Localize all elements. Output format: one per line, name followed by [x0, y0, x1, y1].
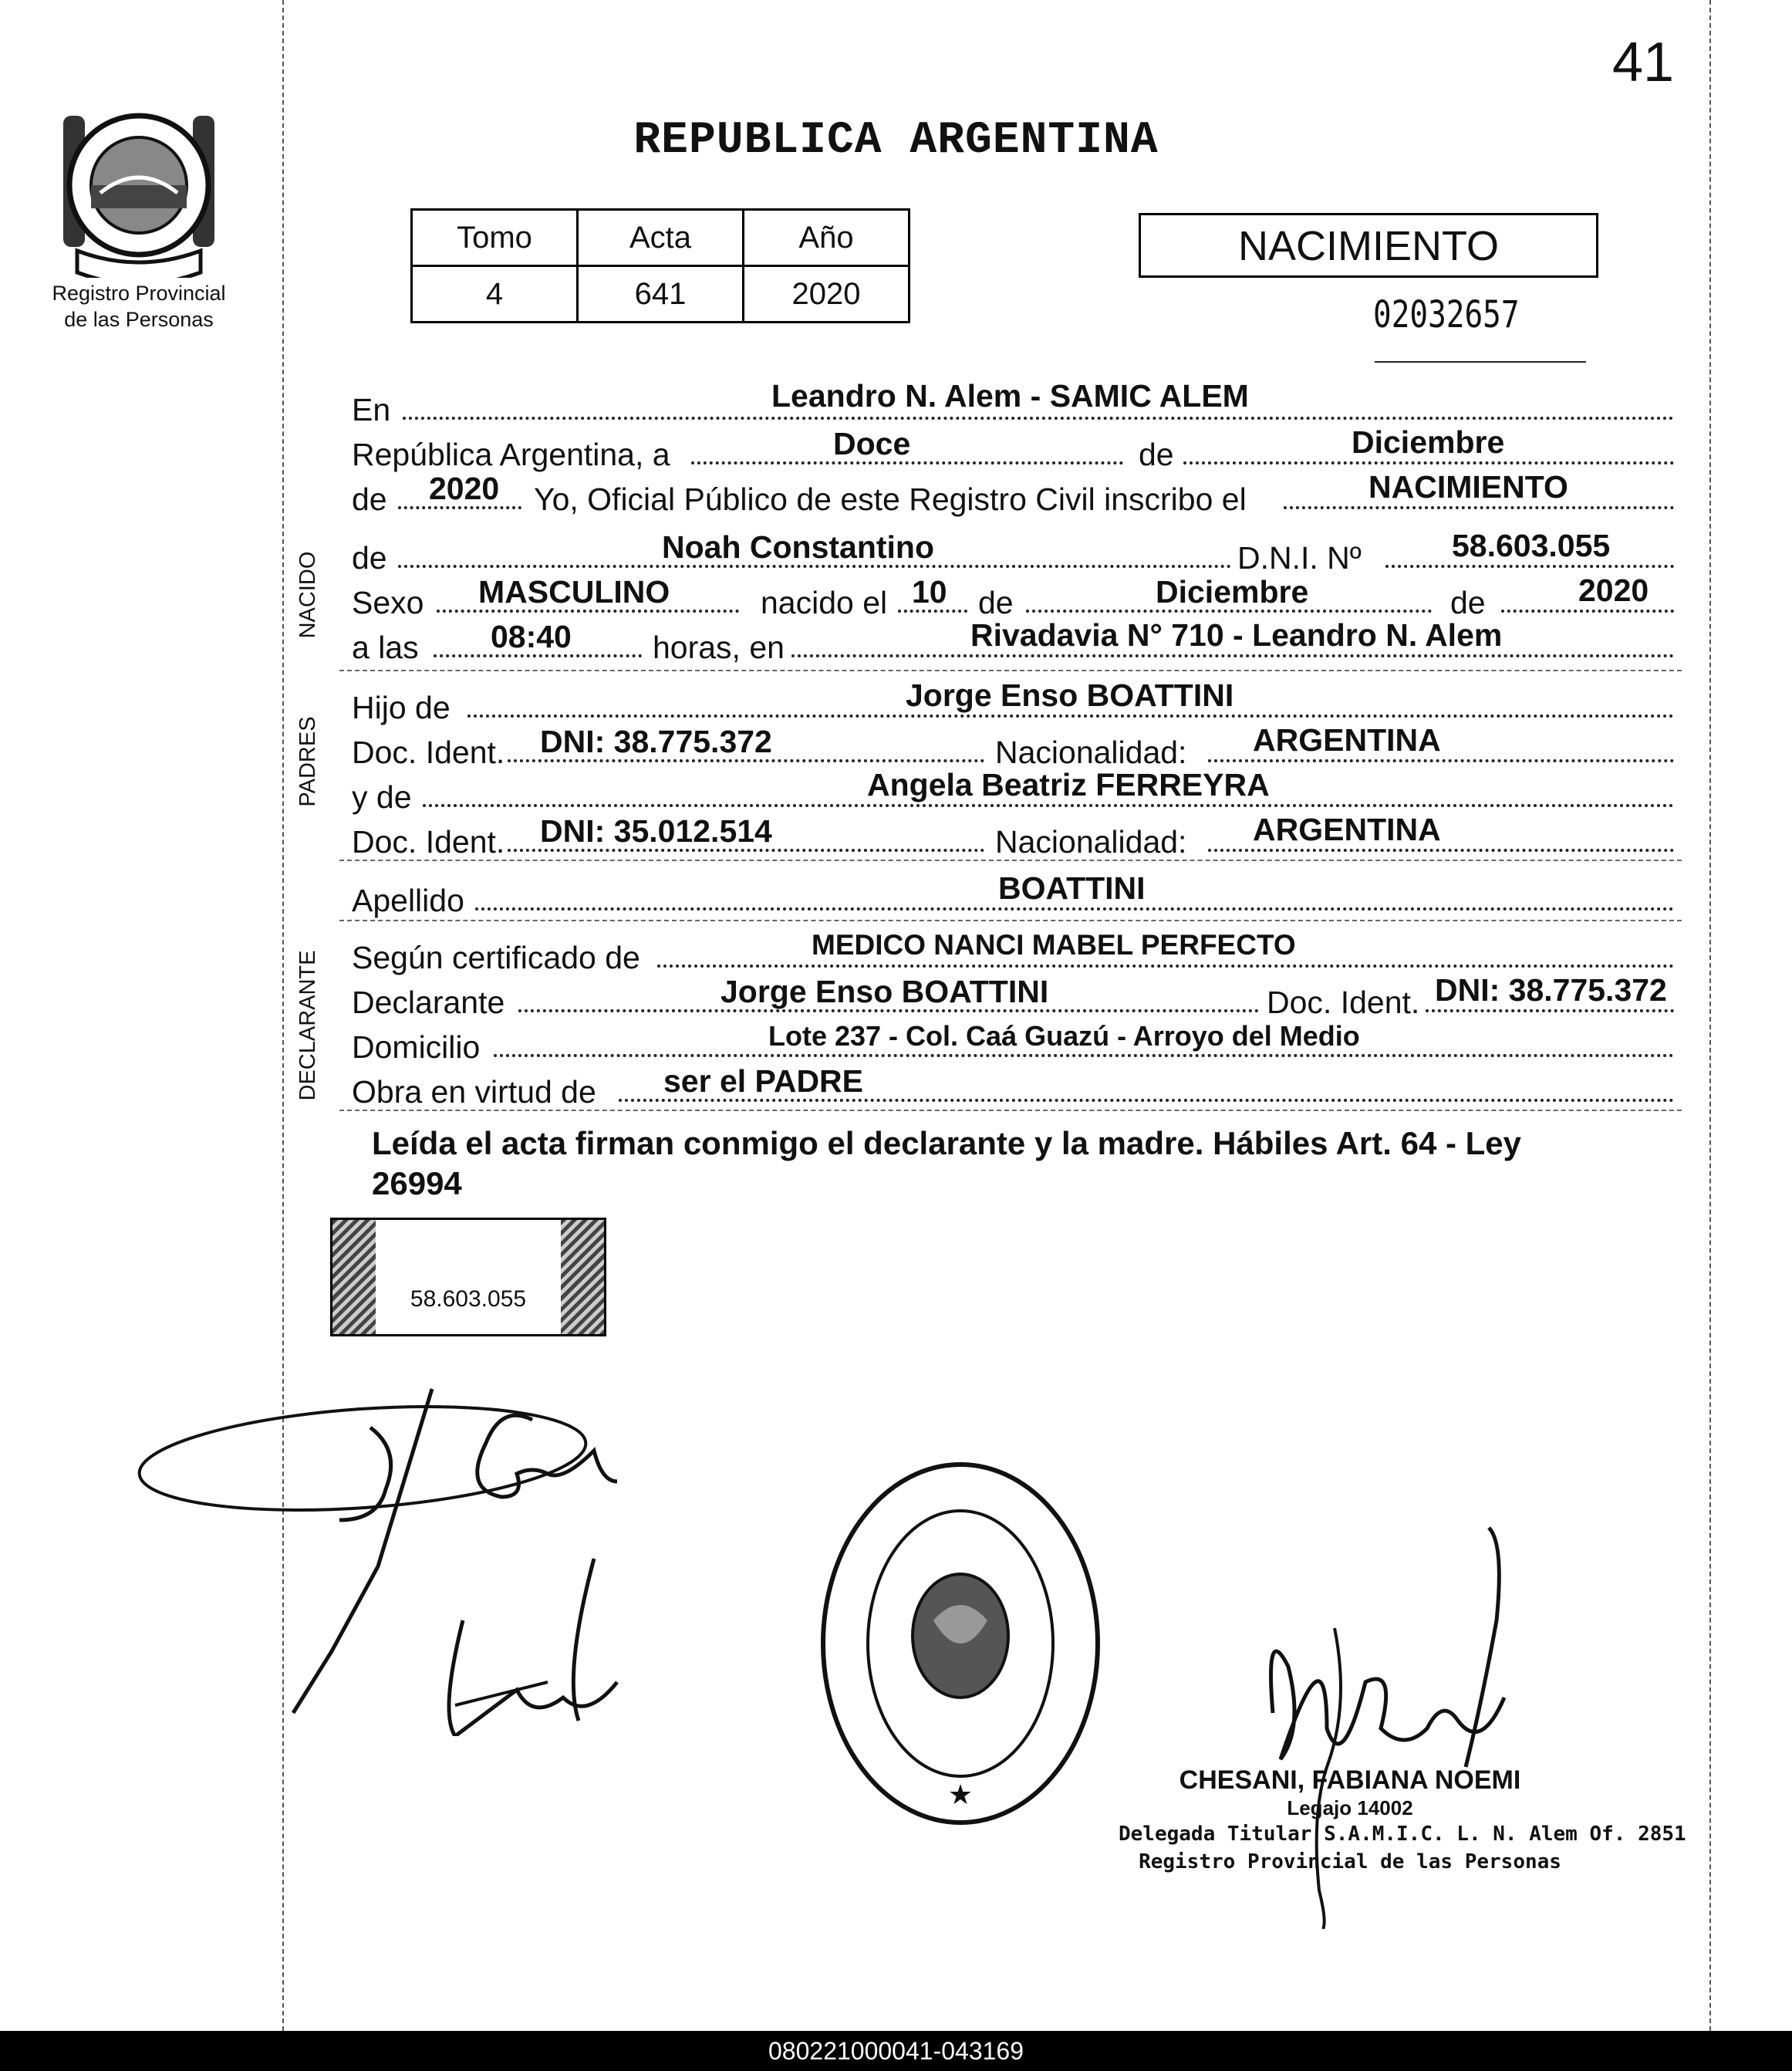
closing-line2: 26994 — [372, 1165, 462, 1201]
section-separator — [339, 920, 1682, 921]
value-nombre: Noah Constantino — [662, 529, 935, 565]
dots — [423, 804, 1674, 807]
value-acto: NACIMIENTO — [1368, 469, 1568, 505]
label-horas-en: horas, en — [653, 630, 785, 665]
label-de: de — [1139, 437, 1174, 472]
dots — [1501, 610, 1674, 613]
dots — [1385, 565, 1674, 568]
label-de: de — [978, 585, 1014, 620]
value-declarante-doc: DNI: 38.775.372 — [1435, 972, 1667, 1008]
value-padre-doc: DNI: 38.775.372 — [540, 724, 772, 759]
closing-statement — [372, 1123, 1637, 1204]
svg-text:★: ★ — [947, 1779, 974, 1811]
label-nacionalidad: Nacionalidad: — [995, 824, 1187, 860]
dots — [403, 417, 1674, 420]
value-acta: 641 — [578, 266, 744, 323]
logo-caption-line1: Registro Provincial — [52, 282, 226, 305]
dots — [1284, 506, 1674, 509]
label-domicilio: Domicilio — [352, 1029, 481, 1065]
dots — [1426, 1009, 1674, 1012]
officer-position: Delegada Titular S.A.M.I.C. L. N. Alem Of. 2851 — [1119, 1823, 1686, 1846]
value-lugar-nac: Rivadavia N° 710 - Leandro N. Alem — [970, 617, 1503, 653]
label-doc-ident: Doc. Ident. — [352, 824, 505, 860]
value-domicilio: Lote 237 - Col. Caá Guazú - Arroyo del Medio — [768, 1020, 1360, 1052]
label-obra: Obra en virtud de — [352, 1074, 596, 1110]
dots — [1183, 461, 1674, 465]
label-republica: República Argentina, a — [352, 437, 670, 472]
value-nac-mes: Diciembre — [1156, 574, 1309, 610]
serial-underline — [1375, 361, 1586, 363]
label-apellido: Apellido — [352, 883, 464, 918]
id-stamp — [330, 1218, 606, 1336]
section-separator — [339, 1110, 1682, 1111]
official-stamp — [818, 1458, 1103, 1829]
label-de: de — [352, 540, 387, 576]
dots — [657, 965, 1674, 968]
label-nacido-el: nacido el — [761, 585, 888, 620]
label-yo-oficial: Yo, Oficial Público de este Registro Civil inscribo el — [534, 481, 1247, 517]
page-number: 41 — [1612, 32, 1675, 93]
side-label-declarante: DECLARANTE — [295, 950, 320, 1101]
dots — [475, 907, 1674, 910]
serial-number: 02032657 — [1373, 293, 1520, 336]
label-de: de — [1450, 585, 1486, 620]
value-dia: Doce — [833, 426, 911, 461]
label-doc-ident: Doc. Ident. — [352, 735, 505, 770]
officer-name: CHESANI, FABIANA NOEMI — [1179, 1765, 1521, 1795]
header-tomo: Tomo — [412, 210, 578, 266]
label-de: de — [352, 481, 387, 517]
value-mes: Diciembre — [1352, 424, 1505, 460]
value-nac-dia: 10 — [912, 574, 947, 610]
label-segun: Según certificado de — [352, 940, 640, 975]
document-title: REPUBLICA ARGENTINA — [633, 116, 1159, 166]
logo-caption-line2: de las Personas — [64, 308, 214, 331]
reference-table — [410, 208, 910, 323]
officer-legajo: Legajo 14002 — [1287, 1796, 1413, 1819]
label-en: En — [352, 392, 391, 427]
label-declarante: Declarante — [352, 985, 505, 1020]
dots — [467, 715, 1674, 718]
record-type-box: NACIMIENTO — [1139, 213, 1598, 278]
value-anio: 2020 — [744, 266, 909, 323]
label-dni: D.N.I. Nº — [1237, 540, 1362, 576]
header-anio: Año — [744, 210, 909, 266]
label-a-las: a las — [352, 630, 419, 665]
label-nacionalidad: Nacionalidad: — [995, 735, 1187, 770]
dots — [494, 1054, 1674, 1057]
dots — [1208, 849, 1674, 852]
side-label-padres: PADRES — [295, 716, 320, 807]
label-sexo: Sexo — [352, 585, 424, 620]
id-stamp-number: 58.603.055 — [410, 1286, 527, 1312]
label-y-de: y de — [352, 779, 412, 815]
value-hora: 08:40 — [491, 619, 572, 654]
footer-code: 080221000041-043169 — [768, 2037, 1024, 2065]
label-hijo-de: Hijo de — [352, 690, 451, 725]
closing-line1: Leída el acta firman conmigo el declarante y la madre. Hábiles Art. 64 - Ley — [372, 1125, 1521, 1161]
misiones-seal-icon — [46, 100, 231, 278]
section-separator — [339, 670, 1682, 671]
value-nac-anio: 2020 — [1578, 573, 1649, 608]
declarant-signature — [131, 1381, 717, 1736]
dots — [791, 654, 1674, 657]
hatch-pattern — [561, 1220, 604, 1334]
value-certificado: MEDICO NANCI MABEL PERFECTO — [812, 929, 1296, 961]
dots — [1208, 759, 1674, 762]
value-tomo: 4 — [412, 266, 578, 323]
header-acta: Acta — [578, 210, 744, 266]
value-dni: 58.603.055 — [1452, 528, 1611, 563]
value-padre: Jorge Enso BOATTINI — [906, 677, 1234, 713]
value-padre-nac: ARGENTINA — [1253, 722, 1441, 758]
value-sexo: MASCULINO — [478, 574, 670, 610]
value-madre-doc: DNI: 35.012.514 — [540, 813, 772, 849]
label-doc-ident: Doc. Ident. — [1267, 985, 1420, 1020]
value-madre-nac: ARGENTINA — [1253, 812, 1441, 847]
right-margin-line — [1709, 0, 1711, 2031]
misiones-logo — [46, 100, 231, 331]
hatch-pattern — [332, 1220, 376, 1334]
officer-office: Registro Provincial de las Personas — [1139, 1850, 1561, 1873]
side-label-nacido: NACIDO — [295, 551, 320, 639]
value-apellido: BOATTINI — [998, 870, 1146, 906]
value-declarante: Jorge Enso BOATTINI — [721, 974, 1049, 1009]
value-madre: Angela Beatriz FERREYRA — [867, 767, 1270, 802]
section-separator — [339, 860, 1682, 861]
value-anio: 2020 — [429, 471, 500, 506]
value-lugar: Leandro N. Alem - SAMIC ALEM — [771, 378, 1249, 414]
value-obra: ser el PADRE — [663, 1063, 864, 1099]
